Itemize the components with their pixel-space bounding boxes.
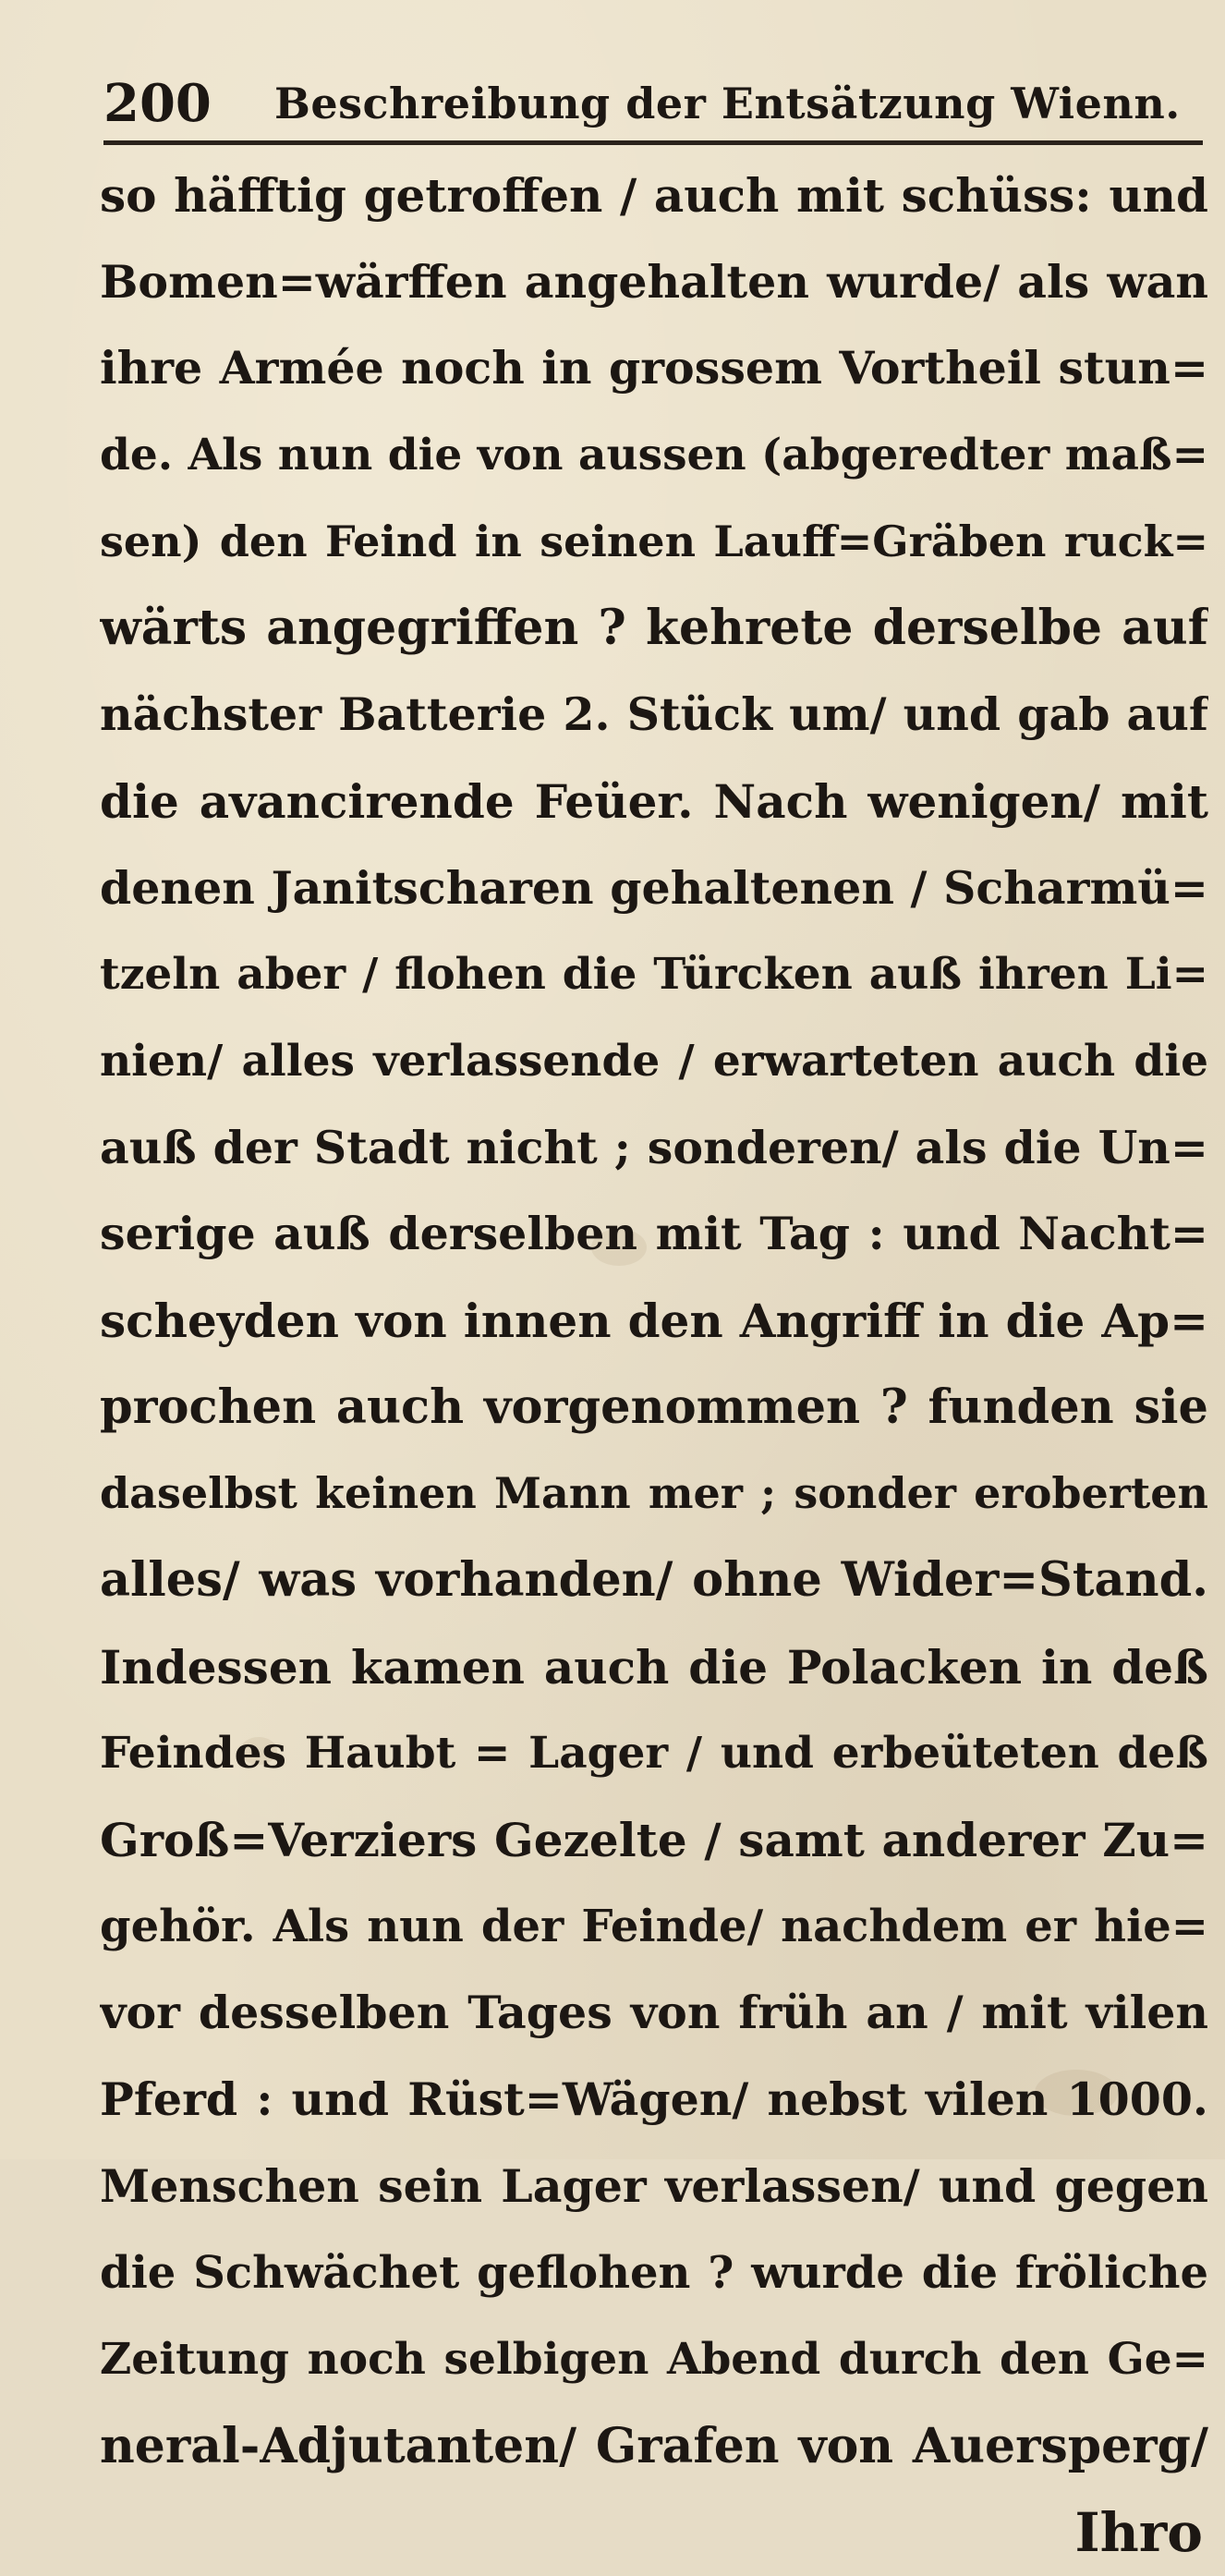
text-line: neral-Adjutanten/ Grafen von Auersperg/ [100,2417,1208,2474]
text-line: gehör. Als nun der Feinde/ nachdem er hie= [100,1900,1208,1952]
text-line: wärts angegriffen ? kehrete derselbe auf [100,600,1208,657]
text-line: so häfftig getroffen / auch mit schüss: und [100,168,1208,223]
text-line: daselbst keinen Mann mer ; sonder eroberten [100,1468,1208,1519]
text-line: vor desselben Tages von früh an / mit vilen [100,1986,1208,2040]
text-line: serige auß derselben mit Tag : und Nacht= [100,1207,1208,1261]
text-line: auß der Stadt nicht ; sonderen/ als die Un= [100,1120,1208,1174]
text-line: Pferd : und Rüst=Wägen/ nebst vilen 1000. [100,2072,1208,2127]
text-line: tzeln aber / flohen die Türcken auß ihren Li= [100,949,1208,1001]
text-line: de. Als nun die von aussen (abgeredter maß= [100,430,1208,481]
page-number: 200 [103,73,212,134]
text-line: Feindes Haubt = Lager / und erbeüteten deß [100,1728,1208,1780]
catchword: Ihro [1074,2500,1203,2564]
text-line: alles/ was vorhanden/ ohne Wider=Stand. [100,1552,1208,1608]
text-line: ihre Armée noch in grossem Vortheil stun= [100,341,1208,395]
text-line: Zeitung noch selbigen Abend durch den Ge= [100,2334,1208,2386]
page-header [103,57,1203,150]
text-line: Menschen sein Lager verlassen/ und gegen [100,2158,1208,2213]
running-title: Beschreibung der Entsätzung Wienn. [274,79,1181,128]
text-line: denen Janitscharen gehaltenen / Scharmü= [100,860,1208,915]
text-line: Bomen=wärffen angehalten wurde/ als wan [100,254,1208,309]
body-text [100,152,1208,2576]
text-line: scheyden von innen den Angriff in die Ap= [100,1293,1208,1348]
text-line: Groß=Verziers Gezelte / samt anderer Zu= [100,1813,1208,1868]
text-line: sen) den Feind in seinen Lauff=Gräben ruck= [100,516,1208,566]
text-line: die avancirende Feüer. Nach wenigen/ mit [100,773,1208,829]
text-line: nien/ alles verlassende / erwarteten auch die [100,1035,1208,1087]
header-rule [103,140,1203,145]
text-line: die Schwächet geflohen ? wurde die fröliche [100,2246,1208,2299]
text-line: Indessen kamen auch die Polacken in deß [100,1639,1208,1695]
text-line: prochen auch vorgenommen ? funden sie [100,1379,1208,1435]
text-line: nächster Batterie 2. Stück um/ und gab auf [100,687,1208,742]
